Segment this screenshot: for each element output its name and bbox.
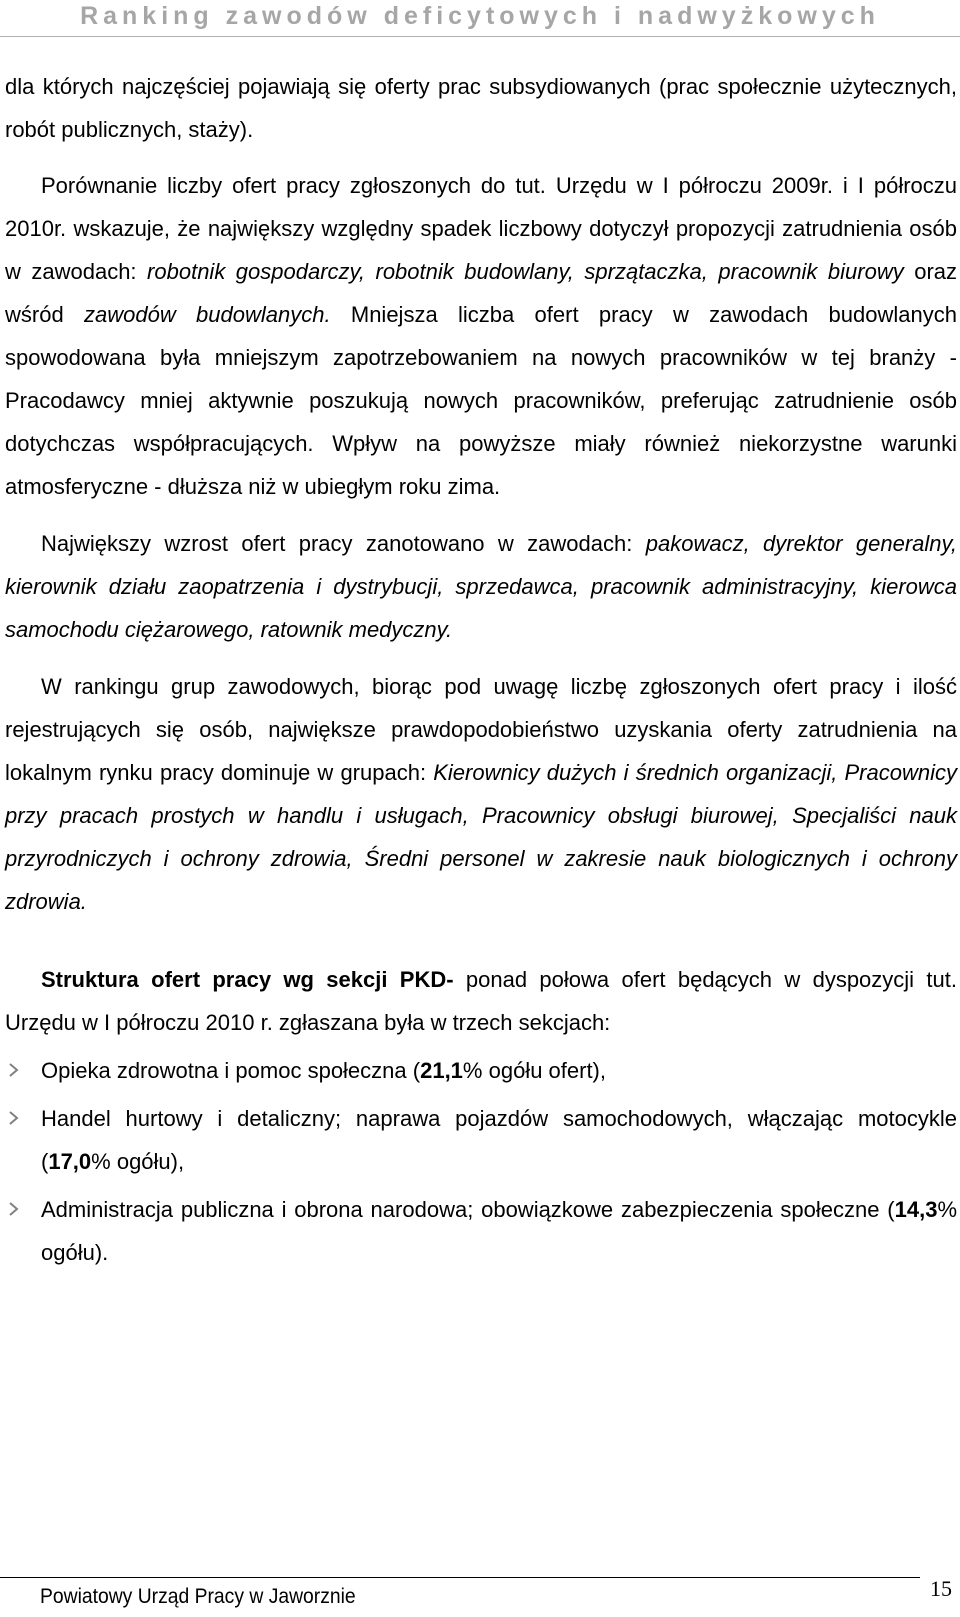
chevron-right-icon	[8, 1110, 20, 1126]
list-item	[5, 1188, 957, 1274]
section-suffix: % ogółu ofert),	[462, 1058, 606, 1083]
growth-occupations: pakowacz, dyrektor generalny, kierownik działu zaopatrzenia i dystrybucji, sprzedawca, pracownik administracyjny, kierowca samochodu ciężarowego, ratownik medyczny.	[5, 531, 957, 642]
paragraph-text: ponad połowa ofert będących w dyspozycji tut. Urzędu w I półroczu 2010 r. zgłaszana była w trzech sekcjach:	[5, 967, 957, 1035]
section-suffix: % ogółu).	[41, 1197, 957, 1265]
paragraph-text: oraz wśród	[5, 259, 957, 327]
decline-occupations: robotnik gospodarczy, robotnik budowlany, sprzątaczka, pracownik biurowy	[147, 259, 904, 284]
paragraph-ranking	[5, 665, 957, 923]
paragraph-pkd-structure	[5, 958, 957, 1044]
header-title: Ranking zawodów deficytowych i nadwyżkowych	[80, 2, 880, 30]
paragraph-text: dla których najczęściej pojawiają się oferty prac subsydiowanych (prac społecznie użytecznych, robót publicznych, staży).	[5, 74, 957, 142]
construction-occupations: zawodów budowlanych.	[84, 302, 331, 327]
paragraph-text: Mniejsza liczba ofert pracy w zawodach budowlanych spowodowana była mniejszym zapotrzebowaniem na nowych pracowników w tej branży - Pracodawcy mniej aktywnie poszukują nowych pracowników, preferując zatrudnienie osób dotychczas współpracujących. Wpływ na powyższe miały również niekorzystne warunki atmosferyczne - dłuższa niż w ubiegłym roku zima.	[5, 302, 957, 499]
section-name: Handel hurtowy i detaliczny; naprawa pojazdów samochodowych, włączając motocykle (	[41, 1106, 957, 1174]
paragraph-offer-comparison	[5, 164, 957, 508]
ranking-groups: Kierownicy dużych i średnich organizacji, Pracownicy przy pracach prostych w handlu i usługach, Pracownicy obsługi biurowej, Specjaliści nauk przyrodniczych i ochrony zdrowia, Średni personel w zakresie nauk biologicznych i ochrony zdrowia.	[5, 760, 957, 914]
document-body	[5, 65, 957, 1274]
pkd-sections-list	[5, 1049, 957, 1274]
footer-office-name: Powiatowy Urząd Pracy w Jaworznie	[40, 1585, 356, 1608]
section-suffix: % ogółu),	[91, 1149, 185, 1174]
section-name: Administracja publiczna i obrona narodowa; obowiązkowe zabezpieczenia społeczne (	[41, 1197, 895, 1222]
section-name: Opieka zdrowotna i pomoc społeczna (	[41, 1058, 421, 1083]
pkd-heading: Struktura ofert pracy wg sekcji PKD-	[41, 967, 454, 992]
section-share: 14,3	[894, 1197, 938, 1222]
list-item	[5, 1097, 957, 1183]
paragraph-text: W rankingu grup zawodowych, biorąc pod uwagę liczbę zgłoszonych ofert pracy i ilość rejestrujących się osób, największe prawdopodobieństwo uzyskania oferty zatrudnienia na lokalnym rynku pracy dominuje w grupach:	[5, 674, 957, 785]
section-share: 21,1	[420, 1058, 463, 1083]
chevron-right-icon	[8, 1201, 20, 1217]
chevron-right-icon	[8, 1062, 20, 1078]
paragraph-text: Porównanie liczby ofert pracy zgłoszonych do tut. Urzędu w I półroczu 2009r. i I półroczu 2010r. wskazuje, że największy względny spadek liczbowy dotyczył propozycji zatrudnienia osób w zawodach:	[5, 173, 957, 284]
paragraph-growth	[5, 522, 957, 651]
section-share: 17,0	[48, 1149, 92, 1174]
list-item	[5, 1049, 957, 1092]
footer-divider	[0, 1577, 920, 1578]
paragraph-subsidized-offers	[5, 65, 957, 151]
page-header	[0, 0, 960, 37]
page-number: 15	[930, 1576, 952, 1601]
paragraph-text: Największy wzrost ofert pracy zanotowano w zawodach:	[41, 531, 646, 556]
